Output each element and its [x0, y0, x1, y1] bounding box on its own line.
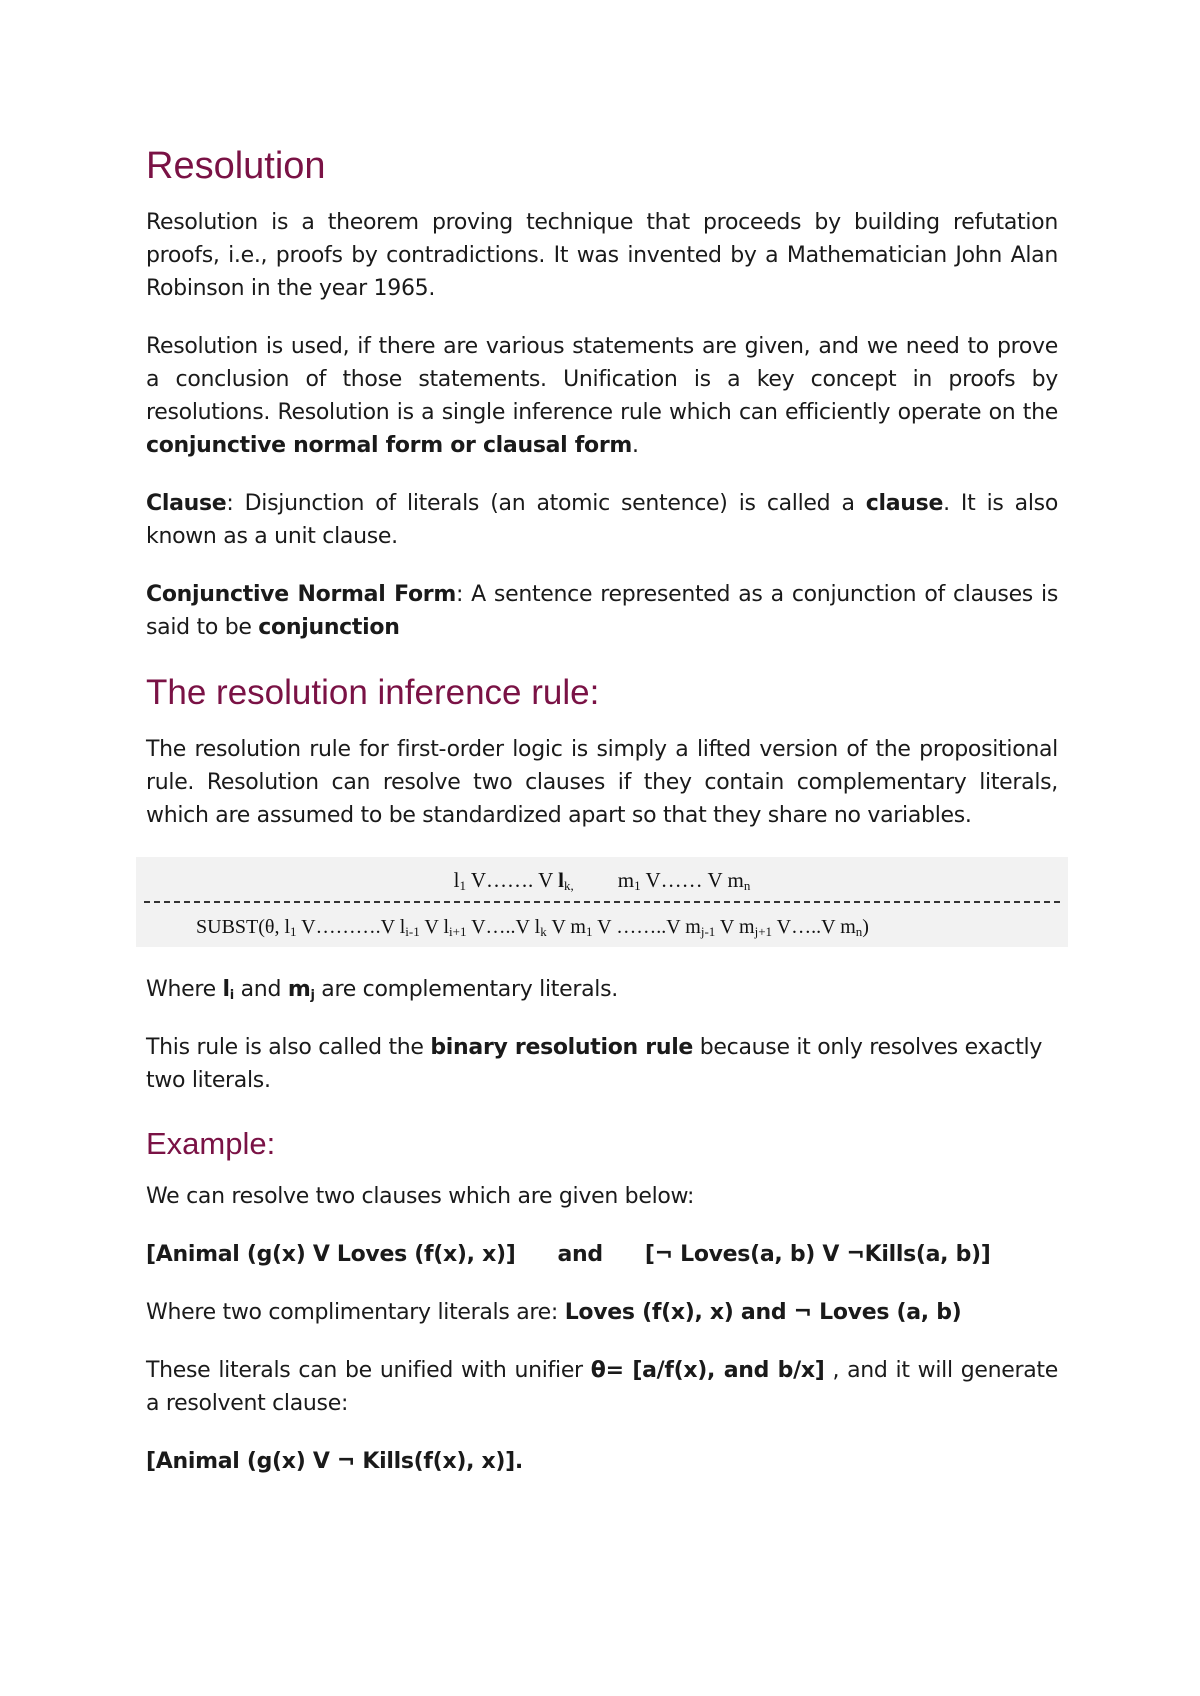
paragraph-intro: Resolution is a theorem proving technique that proceeds by building refutation proofs, i.e., proofs by contradictions. It was invented by a Mathematician John Alan Robinson in the year 1965.	[146, 210, 1058, 301]
rule-subscript: j+1	[754, 924, 773, 939]
unify-a: These literals can be unified with unifier	[146, 1358, 591, 1383]
rule-text: )	[862, 916, 869, 938]
rule-subscript: n	[855, 924, 863, 939]
rule-subscript: i+1	[449, 924, 467, 939]
paragraph-usage	[146, 330, 1058, 462]
rule-m1-sub: 1	[634, 878, 641, 893]
paragraph-binary	[146, 1031, 1058, 1097]
where-mj-sub: j	[310, 988, 315, 1003]
rule-text: V m	[546, 916, 586, 938]
document-content	[146, 140, 1058, 1503]
rule-conclusion	[136, 911, 1068, 943]
paragraph-result	[146, 1445, 1058, 1478]
usage-text: Resolution is used, if there are various statements are given, and we need to prove a conclusion of those statements. Unification is a key concept in proofs by resolutions. Resolution is a single inference rule which can efficiently operate on the	[146, 334, 1058, 425]
rule-subscript: 1	[585, 924, 593, 939]
compl-text: Where two complimentary literals are:	[146, 1300, 565, 1325]
where-li: l	[222, 977, 230, 1002]
cnf-bold: conjunction	[258, 615, 400, 640]
paragraph-example-intro: We can resolve two clauses which are given below:	[146, 1184, 695, 1209]
clause-label: Clause	[146, 491, 227, 516]
example-clause-2: [¬ Loves(a, b) V ¬Kills(a, b)]	[644, 1242, 991, 1267]
paragraph-complementary	[146, 1296, 1058, 1329]
example-clauses	[146, 1238, 1058, 1271]
rule-mn-sub: n	[743, 878, 751, 893]
paragraph-where	[146, 973, 1058, 1006]
rule-text: V……….V l	[296, 916, 406, 938]
rule-divider	[144, 901, 1060, 905]
example-and: and	[557, 1242, 603, 1267]
rule-subscript: i-1	[405, 924, 420, 939]
rule-l1: l	[453, 868, 460, 892]
cnf-label: Conjunctive Normal Form	[146, 582, 456, 607]
clause-text-a: : Disjunction of literals (an atomic sentence) is called a	[226, 491, 866, 516]
resolution-rule-box	[136, 857, 1068, 947]
rule-mid1: V……. V	[465, 868, 559, 892]
rule-m1: m	[617, 868, 635, 892]
binary-bold: binary resolution rule	[430, 1035, 694, 1060]
cnf-text: : A sentence represented as a conjunction of clauses is said to be	[146, 582, 1058, 640]
clause-bold: clause	[865, 491, 944, 516]
heading-resolution: Resolution	[146, 145, 326, 187]
compl-bold: Loves (f(x), x) and ¬ Loves (a, b)	[564, 1300, 962, 1325]
binary-a: This rule is also called the	[146, 1035, 431, 1060]
paragraph-unify	[146, 1354, 1058, 1420]
rule-subst-prefix: SUBST(θ, l	[196, 916, 291, 938]
rule-subscript: j-1	[700, 924, 716, 939]
where-b: and	[233, 977, 288, 1002]
paragraph-rule-intro: The resolution rule for first-order logic is simply a lifted version of the propositional rule. Resolution can resolve two clauses if they contain complementary literals, which are assumed to be standardized apart so that they share no variables.	[146, 737, 1058, 828]
result-clause: [Animal (g(x) V ¬ Kills(f(x), x)].	[146, 1449, 523, 1474]
example-clause-1: [Animal (g(x) V Loves (f(x), x)]	[146, 1242, 516, 1267]
rule-text: V…..V m	[772, 916, 856, 938]
rule-premises	[136, 863, 1068, 897]
rule-text: V…..V l	[466, 916, 541, 938]
clause-text-b: . It is also known as a unit clause.	[146, 491, 1059, 549]
rule-text: V ……..V m	[592, 916, 701, 938]
usage-end: .	[632, 433, 639, 458]
rule-lk-sub: k,	[564, 878, 574, 893]
where-li-sub: i	[229, 988, 234, 1003]
unify-bold: θ= [a/f(x), and b/x]	[590, 1358, 825, 1383]
rule-lk: l	[558, 868, 564, 892]
rule-text: V m	[715, 916, 755, 938]
where-c: are complementary literals.	[314, 977, 618, 1002]
heading-inference-rule: The resolution inference rule:	[146, 673, 600, 712]
rule-text: V l	[419, 916, 450, 938]
unify-b: , and it will generate a resolvent clause:	[146, 1358, 1058, 1416]
rule-subscript: 1	[290, 924, 297, 939]
rule-l1-sub: 1	[459, 878, 466, 893]
rule-mn: m	[727, 868, 744, 892]
rule-mid2: V…… V	[640, 868, 728, 892]
heading-example: Example:	[146, 1126, 276, 1161]
where-mj: m	[287, 977, 311, 1002]
usage-bold: conjunctive normal form or clausal form	[146, 433, 633, 458]
where-a: Where	[146, 977, 223, 1002]
paragraph-cnf	[146, 578, 1058, 644]
rule-subscript: k	[540, 924, 547, 939]
binary-b: because it only resolves exactly two literals.	[146, 1035, 1043, 1093]
paragraph-clause	[146, 487, 1058, 553]
